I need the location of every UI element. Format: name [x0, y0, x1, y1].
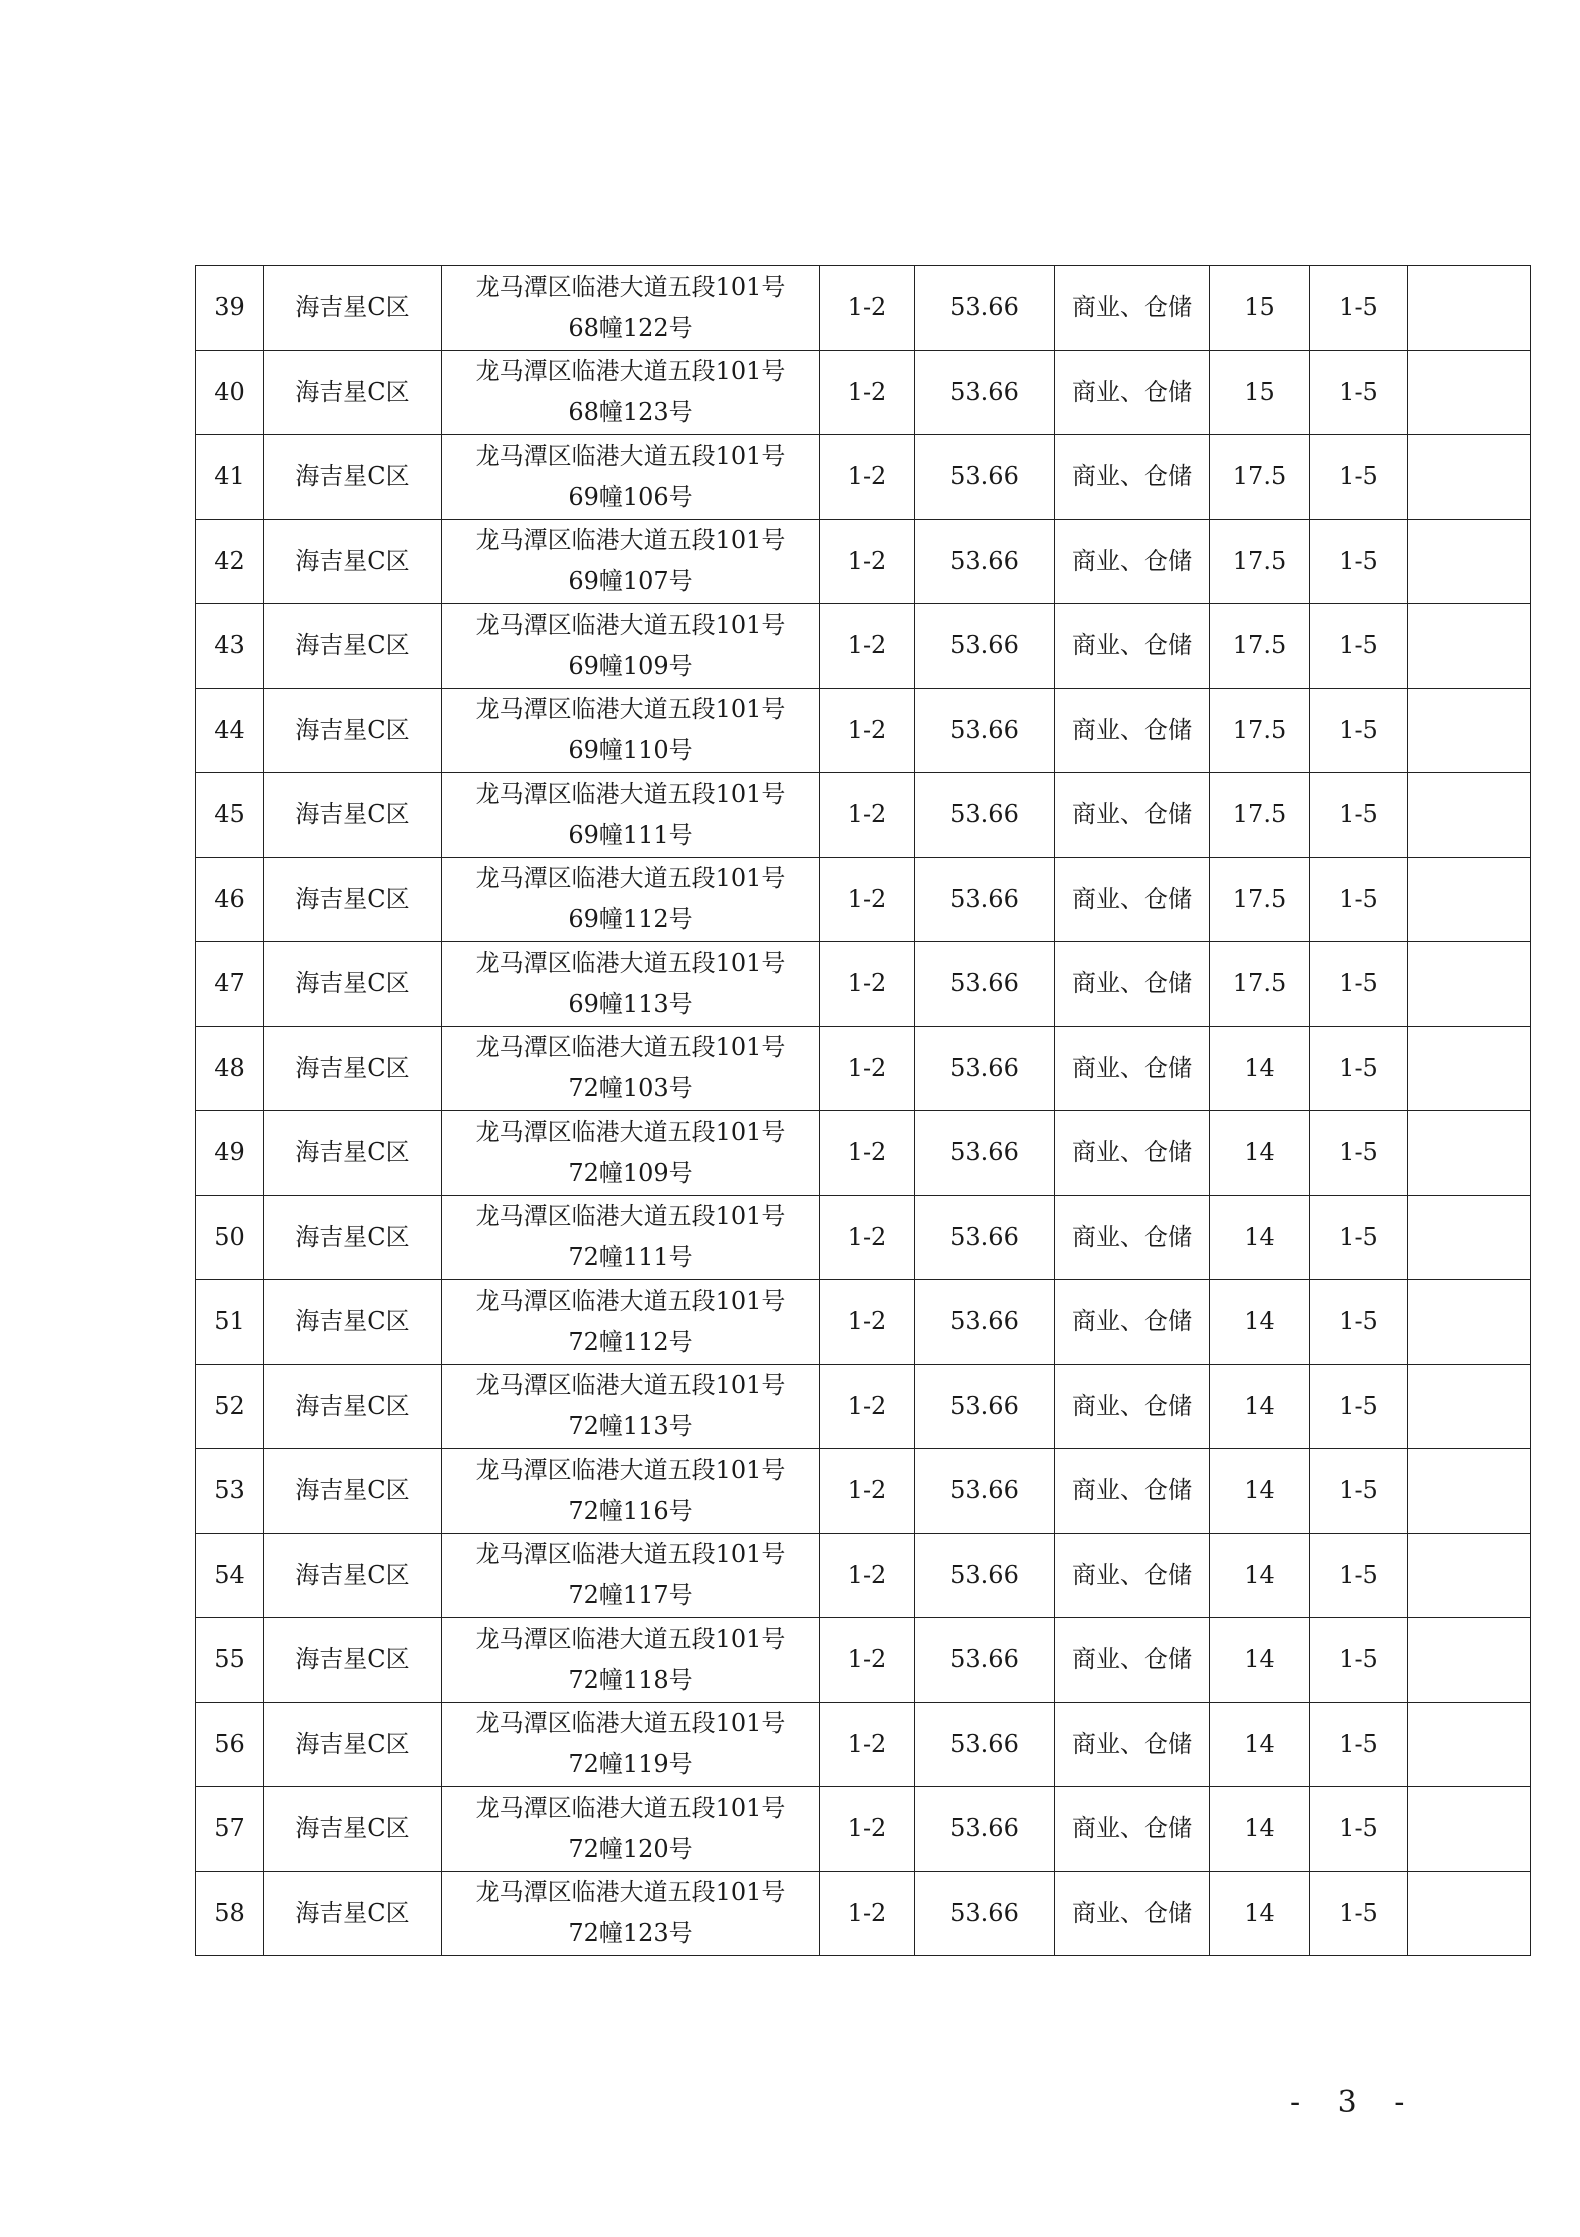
cell-term: 1-5	[1310, 435, 1408, 520]
cell-floor: 1-2	[820, 1026, 915, 1111]
cell-size: 53.66	[915, 350, 1055, 435]
cell-floor: 1-2	[820, 1533, 915, 1618]
address-line-1: 龙马潭区临港大道五段101号	[475, 272, 786, 301]
cell-price: 14	[1210, 1449, 1310, 1534]
cell-usage: 商业、仓储	[1055, 942, 1210, 1027]
cell-floor: 1-2	[820, 1618, 915, 1703]
cell-price: 17.5	[1210, 519, 1310, 604]
cell-area: 海吉星C区	[264, 1702, 442, 1787]
cell-area: 海吉星C区	[264, 857, 442, 942]
cell-area: 海吉星C区	[264, 1533, 442, 1618]
cell-size: 53.66	[915, 1280, 1055, 1365]
cell-term: 1-5	[1310, 688, 1408, 773]
address-line-1: 龙马潭区临港大道五段101号	[475, 1793, 786, 1822]
cell-index: 47	[196, 942, 264, 1027]
cell-address	[442, 1364, 820, 1449]
cell-price: 14	[1210, 1364, 1310, 1449]
table-row	[196, 688, 1531, 773]
address-line-1: 龙马潭区临港大道五段101号	[475, 1878, 786, 1907]
address-line-2: 68幢122号	[568, 313, 693, 342]
cell-size: 53.66	[915, 1533, 1055, 1618]
table-row	[196, 773, 1531, 858]
cell-index: 55	[196, 1618, 264, 1703]
cell-note	[1408, 1280, 1531, 1365]
table-row	[196, 1364, 1531, 1449]
table-row	[196, 1111, 1531, 1196]
cell-price: 17.5	[1210, 942, 1310, 1027]
cell-term: 1-5	[1310, 1533, 1408, 1618]
cell-address	[442, 1195, 820, 1280]
address-line-2: 69幢107号	[568, 567, 693, 596]
table-row	[196, 1533, 1531, 1618]
address-line-1: 龙马潭区临港大道五段101号	[475, 1202, 786, 1231]
cell-size: 53.66	[915, 1787, 1055, 1872]
cell-size: 53.66	[915, 266, 1055, 351]
address-line-2: 72幢119号	[568, 1750, 693, 1779]
table-body	[196, 266, 1531, 1956]
cell-usage: 商业、仓储	[1055, 1195, 1210, 1280]
property-table-container	[195, 265, 1530, 1956]
cell-area: 海吉星C区	[264, 942, 442, 1027]
cell-note	[1408, 1618, 1531, 1703]
cell-index: 58	[196, 1871, 264, 1956]
cell-note	[1408, 266, 1531, 351]
cell-usage: 商业、仓储	[1055, 1364, 1210, 1449]
address-line-1: 龙马潭区临港大道五段101号	[475, 1117, 786, 1146]
cell-size: 53.66	[915, 1618, 1055, 1703]
cell-index: 41	[196, 435, 264, 520]
cell-note	[1408, 1364, 1531, 1449]
cell-floor: 1-2	[820, 688, 915, 773]
table-row	[196, 942, 1531, 1027]
address-line-2: 69幢113号	[568, 989, 693, 1018]
cell-size: 53.66	[915, 435, 1055, 520]
cell-usage: 商业、仓储	[1055, 435, 1210, 520]
cell-term: 1-5	[1310, 1702, 1408, 1787]
cell-usage: 商业、仓储	[1055, 1280, 1210, 1365]
cell-size: 53.66	[915, 519, 1055, 604]
cell-note	[1408, 857, 1531, 942]
cell-area: 海吉星C区	[264, 1871, 442, 1956]
cell-area: 海吉星C区	[264, 350, 442, 435]
cell-usage: 商业、仓储	[1055, 1111, 1210, 1196]
cell-note	[1408, 1195, 1531, 1280]
cell-term: 1-5	[1310, 1449, 1408, 1534]
table-row	[196, 604, 1531, 689]
cell-index: 50	[196, 1195, 264, 1280]
address-line-2: 72幢118号	[568, 1665, 693, 1694]
cell-area: 海吉星C区	[264, 519, 442, 604]
table-row	[196, 519, 1531, 604]
table-row	[196, 435, 1531, 520]
cell-index: 39	[196, 266, 264, 351]
cell-price: 17.5	[1210, 688, 1310, 773]
cell-area: 海吉星C区	[264, 435, 442, 520]
address-line-1: 龙马潭区临港大道五段101号	[475, 1286, 786, 1315]
cell-address	[442, 773, 820, 858]
address-line-1: 龙马潭区临港大道五段101号	[475, 948, 786, 977]
cell-term: 1-5	[1310, 1364, 1408, 1449]
cell-index: 40	[196, 350, 264, 435]
table-row	[196, 1618, 1531, 1703]
cell-note	[1408, 435, 1531, 520]
cell-address	[442, 519, 820, 604]
cell-price: 14	[1210, 1702, 1310, 1787]
address-line-2: 72幢120号	[568, 1834, 693, 1863]
address-line-2: 69幢112号	[568, 905, 693, 934]
table-row	[196, 350, 1531, 435]
cell-size: 53.66	[915, 1195, 1055, 1280]
cell-index: 45	[196, 773, 264, 858]
cell-price: 14	[1210, 1026, 1310, 1111]
cell-floor: 1-2	[820, 350, 915, 435]
cell-address	[442, 1026, 820, 1111]
address-line-2: 72幢116号	[568, 1496, 693, 1525]
address-line-2: 72幢112号	[568, 1327, 693, 1356]
cell-address	[442, 1111, 820, 1196]
cell-address	[442, 1787, 820, 1872]
cell-price: 14	[1210, 1195, 1310, 1280]
cell-area: 海吉星C区	[264, 773, 442, 858]
cell-floor: 1-2	[820, 1195, 915, 1280]
address-line-1: 龙马潭区临港大道五段101号	[475, 1033, 786, 1062]
cell-address	[442, 266, 820, 351]
cell-price: 14	[1210, 1111, 1310, 1196]
address-line-1: 龙马潭区临港大道五段101号	[475, 1624, 786, 1653]
cell-usage: 商业、仓储	[1055, 857, 1210, 942]
address-line-2: 69幢109号	[568, 651, 693, 680]
page-number: - 3 -	[1290, 2085, 1419, 2120]
cell-floor: 1-2	[820, 942, 915, 1027]
cell-address	[442, 1449, 820, 1534]
cell-price: 14	[1210, 1280, 1310, 1365]
cell-area: 海吉星C区	[264, 1195, 442, 1280]
address-line-1: 龙马潭区临港大道五段101号	[475, 1371, 786, 1400]
cell-term: 1-5	[1310, 942, 1408, 1027]
address-line-2: 72幢103号	[568, 1074, 693, 1103]
cell-term: 1-5	[1310, 773, 1408, 858]
cell-term: 1-5	[1310, 1280, 1408, 1365]
cell-index: 51	[196, 1280, 264, 1365]
cell-floor: 1-2	[820, 1871, 915, 1956]
cell-area: 海吉星C区	[264, 1111, 442, 1196]
cell-price: 14	[1210, 1787, 1310, 1872]
cell-note	[1408, 1449, 1531, 1534]
cell-floor: 1-2	[820, 1787, 915, 1872]
cell-index: 49	[196, 1111, 264, 1196]
address-line-1: 龙马潭区临港大道五段101号	[475, 1709, 786, 1738]
cell-note	[1408, 1702, 1531, 1787]
cell-usage: 商业、仓储	[1055, 519, 1210, 604]
address-line-1: 龙马潭区临港大道五段101号	[475, 441, 786, 470]
table-row	[196, 1195, 1531, 1280]
cell-index: 44	[196, 688, 264, 773]
cell-price: 14	[1210, 1533, 1310, 1618]
address-line-2: 69幢111号	[568, 820, 693, 849]
cell-note	[1408, 773, 1531, 858]
cell-area: 海吉星C区	[264, 1449, 442, 1534]
address-line-2: 72幢117号	[568, 1581, 693, 1610]
cell-usage: 商业、仓储	[1055, 1871, 1210, 1956]
cell-note	[1408, 942, 1531, 1027]
cell-address	[442, 1871, 820, 1956]
cell-price: 15	[1210, 266, 1310, 351]
cell-index: 52	[196, 1364, 264, 1449]
cell-size: 53.66	[915, 1364, 1055, 1449]
cell-size: 53.66	[915, 1111, 1055, 1196]
cell-note	[1408, 1111, 1531, 1196]
cell-size: 53.66	[915, 1449, 1055, 1534]
cell-address	[442, 857, 820, 942]
cell-term: 1-5	[1310, 1026, 1408, 1111]
cell-usage: 商业、仓储	[1055, 1702, 1210, 1787]
cell-usage: 商业、仓储	[1055, 1618, 1210, 1703]
table-row	[196, 1026, 1531, 1111]
table-row	[196, 1280, 1531, 1365]
cell-address	[442, 1618, 820, 1703]
cell-size: 53.66	[915, 942, 1055, 1027]
cell-index: 57	[196, 1787, 264, 1872]
cell-floor: 1-2	[820, 1449, 915, 1534]
address-line-2: 68幢123号	[568, 398, 693, 427]
cell-term: 1-5	[1310, 1787, 1408, 1872]
cell-index: 48	[196, 1026, 264, 1111]
cell-usage: 商业、仓储	[1055, 773, 1210, 858]
cell-note	[1408, 1871, 1531, 1956]
table-row	[196, 1871, 1531, 1956]
cell-size: 53.66	[915, 857, 1055, 942]
address-line-1: 龙马潭区临港大道五段101号	[475, 1455, 786, 1484]
cell-floor: 1-2	[820, 1111, 915, 1196]
address-line-1: 龙马潭区临港大道五段101号	[475, 779, 786, 808]
cell-price: 17.5	[1210, 435, 1310, 520]
cell-term: 1-5	[1310, 1111, 1408, 1196]
cell-size: 53.66	[915, 773, 1055, 858]
cell-index: 42	[196, 519, 264, 604]
cell-term: 1-5	[1310, 604, 1408, 689]
cell-area: 海吉星C区	[264, 688, 442, 773]
cell-floor: 1-2	[820, 1280, 915, 1365]
cell-term: 1-5	[1310, 1618, 1408, 1703]
cell-usage: 商业、仓储	[1055, 266, 1210, 351]
address-line-1: 龙马潭区临港大道五段101号	[475, 526, 786, 555]
cell-floor: 1-2	[820, 604, 915, 689]
cell-term: 1-5	[1310, 519, 1408, 604]
cell-address	[442, 688, 820, 773]
cell-index: 56	[196, 1702, 264, 1787]
cell-note	[1408, 1787, 1531, 1872]
cell-index: 46	[196, 857, 264, 942]
cell-price: 14	[1210, 1871, 1310, 1956]
cell-address	[442, 1702, 820, 1787]
cell-address	[442, 942, 820, 1027]
cell-floor: 1-2	[820, 1364, 915, 1449]
cell-usage: 商业、仓储	[1055, 688, 1210, 773]
cell-address	[442, 1280, 820, 1365]
cell-floor: 1-2	[820, 1702, 915, 1787]
cell-price: 17.5	[1210, 773, 1310, 858]
table-row	[196, 857, 1531, 942]
address-line-1: 龙马潭区临港大道五段101号	[475, 864, 786, 893]
cell-floor: 1-2	[820, 266, 915, 351]
cell-price: 15	[1210, 350, 1310, 435]
table-row	[196, 1449, 1531, 1534]
cell-note	[1408, 688, 1531, 773]
cell-note	[1408, 1533, 1531, 1618]
cell-floor: 1-2	[820, 773, 915, 858]
property-table	[195, 265, 1531, 1956]
cell-term: 1-5	[1310, 1195, 1408, 1280]
cell-size: 53.66	[915, 1702, 1055, 1787]
cell-note	[1408, 604, 1531, 689]
cell-index: 53	[196, 1449, 264, 1534]
cell-address	[442, 350, 820, 435]
cell-address	[442, 604, 820, 689]
cell-size: 53.66	[915, 604, 1055, 689]
cell-area: 海吉星C区	[264, 266, 442, 351]
cell-address	[442, 435, 820, 520]
address-line-2: 69幢106号	[568, 482, 693, 511]
cell-area: 海吉星C区	[264, 1280, 442, 1365]
cell-term: 1-5	[1310, 266, 1408, 351]
cell-size: 53.66	[915, 1871, 1055, 1956]
cell-note	[1408, 350, 1531, 435]
address-line-1: 龙马潭区临港大道五段101号	[475, 1540, 786, 1569]
cell-usage: 商业、仓储	[1055, 604, 1210, 689]
cell-index: 43	[196, 604, 264, 689]
cell-floor: 1-2	[820, 857, 915, 942]
cell-term: 1-5	[1310, 350, 1408, 435]
address-line-2: 72幢113号	[568, 1412, 693, 1441]
cell-usage: 商业、仓储	[1055, 1533, 1210, 1618]
cell-term: 1-5	[1310, 1871, 1408, 1956]
address-line-2: 72幢123号	[568, 1919, 693, 1948]
cell-note	[1408, 519, 1531, 604]
cell-area: 海吉星C区	[264, 1364, 442, 1449]
cell-area: 海吉星C区	[264, 604, 442, 689]
cell-price: 17.5	[1210, 857, 1310, 942]
cell-size: 53.66	[915, 688, 1055, 773]
address-line-2: 72幢111号	[568, 1243, 693, 1272]
cell-address	[442, 1533, 820, 1618]
cell-term: 1-5	[1310, 857, 1408, 942]
table-row	[196, 1702, 1531, 1787]
address-line-1: 龙马潭区临港大道五段101号	[475, 610, 786, 639]
cell-usage: 商业、仓储	[1055, 1787, 1210, 1872]
address-line-1: 龙马潭区临港大道五段101号	[475, 357, 786, 386]
address-line-2: 69幢110号	[568, 736, 693, 765]
cell-area: 海吉星C区	[264, 1618, 442, 1703]
cell-price: 17.5	[1210, 604, 1310, 689]
cell-floor: 1-2	[820, 435, 915, 520]
cell-area: 海吉星C区	[264, 1026, 442, 1111]
cell-note	[1408, 1026, 1531, 1111]
cell-usage: 商业、仓储	[1055, 1026, 1210, 1111]
cell-floor: 1-2	[820, 519, 915, 604]
address-line-2: 72幢109号	[568, 1158, 693, 1187]
table-row	[196, 266, 1531, 351]
cell-price: 14	[1210, 1618, 1310, 1703]
cell-index: 54	[196, 1533, 264, 1618]
table-row	[196, 1787, 1531, 1872]
address-line-1: 龙马潭区临港大道五段101号	[475, 695, 786, 724]
cell-usage: 商业、仓储	[1055, 350, 1210, 435]
cell-size: 53.66	[915, 1026, 1055, 1111]
cell-usage: 商业、仓储	[1055, 1449, 1210, 1534]
cell-area: 海吉星C区	[264, 1787, 442, 1872]
